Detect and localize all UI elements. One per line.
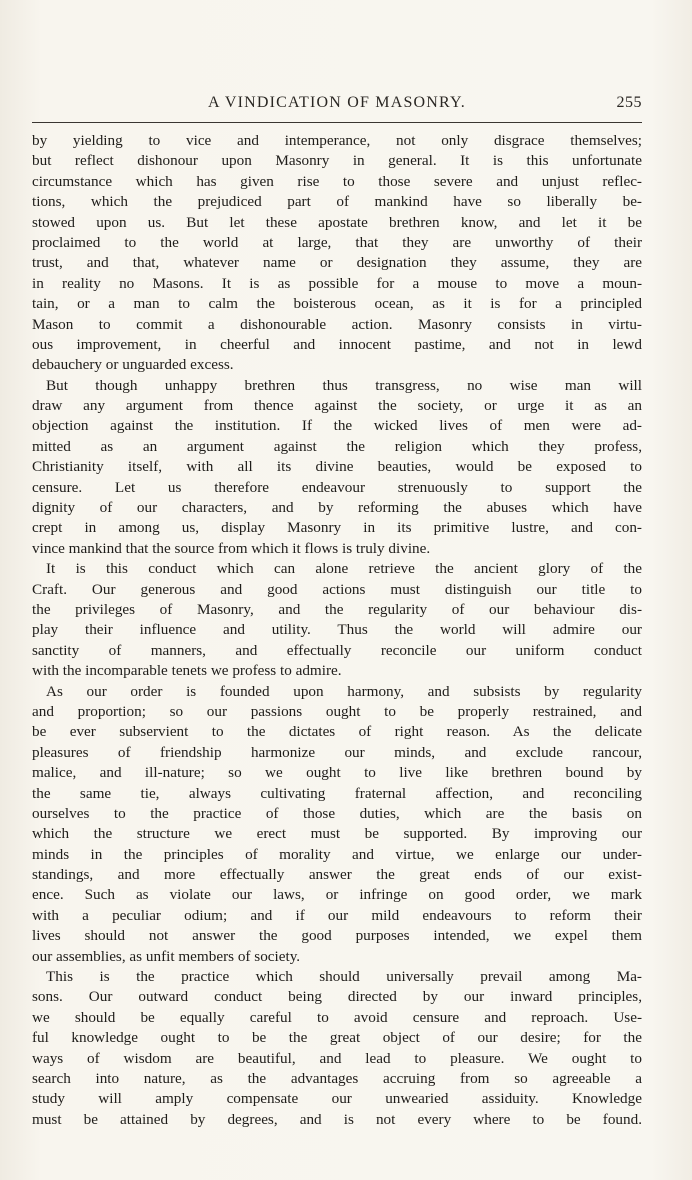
running-head: A VINDICATION OF MASONRY. — [208, 94, 466, 111]
text-line: by yielding to vice and intemperance, not only disgrace themselves; — [32, 132, 642, 149]
text-line: Mason to commit a dishonourable action. Masonry consists in virtu- — [32, 315, 642, 333]
text-line: trust, and that, whatever name or designation they assume, they are — [32, 254, 642, 272]
text-line: ence. Such as violate our laws, or infringe on good order, we mark — [32, 886, 642, 904]
text-line: dignity of our characters, and by reforming the abuses which have — [32, 499, 642, 517]
text-line: censure. Let us therefore endeavour strenuously to support the — [32, 478, 642, 496]
page-header — [32, 94, 642, 118]
text-line: we should be equally careful to avoid censure and reproach. Use- — [32, 1008, 642, 1026]
text-line: in reality no Masons. It is as possible for a mouse to move a moun- — [32, 274, 642, 292]
text-line: Christianity itself, with all its divine beauties, would be exposed to — [32, 458, 642, 476]
text-line: study will amply compensate our unwearied assiduity. Knowledge — [32, 1090, 642, 1108]
text-line: with the incomparable tenets we profess to admire. — [32, 662, 342, 680]
text-line: As our order is founded upon harmony, and subsists by regularity — [46, 682, 642, 700]
text-line: objection against the institution. If the wicked lives of men were ad- — [32, 417, 642, 435]
text-line: stowed upon us. But let these apostate brethren know, and let it be — [32, 213, 642, 231]
text-line: mitted as an argument against the religion which they profess, — [32, 437, 642, 455]
text-line: must be attained by degrees, and is not every where to be found. — [32, 1110, 642, 1128]
text-line: proclaimed to the world at large, that they are unworthy of their — [32, 233, 642, 251]
text-line: but reflect dishonour upon Masonry in general. It is this unfortunate — [32, 152, 642, 170]
text-line: the same tie, always cultivating fraternal affection, and reconciling — [32, 784, 642, 802]
text-line: malice, and ill-nature; so we ought to live like brethren bound by — [32, 764, 642, 782]
text-line: sanctity of manners, and effectually reconcile our uniform conduct — [32, 641, 642, 659]
text-line: circumstance which has given rise to those severe and unjust reflec- — [32, 172, 642, 190]
text-line: ful knowledge ought to be the great object of our desire; for the — [32, 1029, 642, 1047]
text-line: play their influence and utility. Thus the world will admire our — [32, 621, 642, 639]
text-line: But though unhappy brethren thus transgress, no wise man will — [46, 376, 642, 394]
text-line: draw any argument from thence against the society, or urge it as an — [32, 397, 642, 415]
text-line: lives should not answer the good purposes intended, we expel them — [32, 927, 642, 945]
page-number: 255 — [616, 94, 642, 111]
text-line: be ever subservient to the dictates of right reason. As the delicate — [32, 723, 642, 741]
body-text — [32, 131, 642, 1130]
text-line: which the structure we erect must be supported. By improving our — [32, 825, 642, 843]
text-line: minds in the principles of morality and virtue, we enlarge our under- — [32, 845, 642, 863]
text-line: pleasures of friendship harmonize our minds, and exclude rancour, — [32, 743, 642, 761]
text-line: with a peculiar odium; and if our mild endeavours to reform their — [32, 906, 642, 924]
text-line: ways of wisdom are beautiful, and lead to pleasure. We ought to — [32, 1049, 642, 1067]
header-rule — [32, 122, 642, 123]
text-line: our assemblies, as unfit members of society. — [32, 947, 301, 965]
text-line: ous improvement, in cheerful and innocent pastime, and not in lewd — [32, 335, 642, 353]
text-line: vince mankind that the source from which it flows is truly divine. — [32, 539, 431, 557]
text-line: tain, or a man to calm the boisterous ocean, as it is for a principled — [32, 295, 642, 313]
text-line: Craft. Our generous and good actions must distinguish our title to — [32, 580, 642, 598]
text-line: debauchery or unguarded excess. — [32, 356, 234, 374]
text-line: standings, and more effectually answer the great ends of our exist- — [32, 866, 642, 884]
text-line: crept in among us, display Masonry in its primitive lustre, and con- — [32, 519, 642, 537]
text-line: and proportion; so our passions ought to be properly restrained, and — [32, 702, 642, 720]
text-line: tions, which the prejudiced part of mankind have so liberally be- — [32, 193, 642, 211]
text-line: ourselves to the practice of those duties, which are the basis on — [32, 804, 642, 822]
text-line: It is this conduct which can alone retrieve the ancient glory of the — [46, 560, 642, 578]
text-line: This is the practice which should universally prevail among Ma- — [46, 968, 642, 986]
text-line: sons. Our outward conduct being directed by our inward principles, — [32, 988, 642, 1006]
text-line: the privileges of Masonry, and the regularity of our behaviour dis- — [32, 600, 642, 618]
text-line: search into nature, as the advantages accruing from so agreeable a — [32, 1069, 642, 1087]
